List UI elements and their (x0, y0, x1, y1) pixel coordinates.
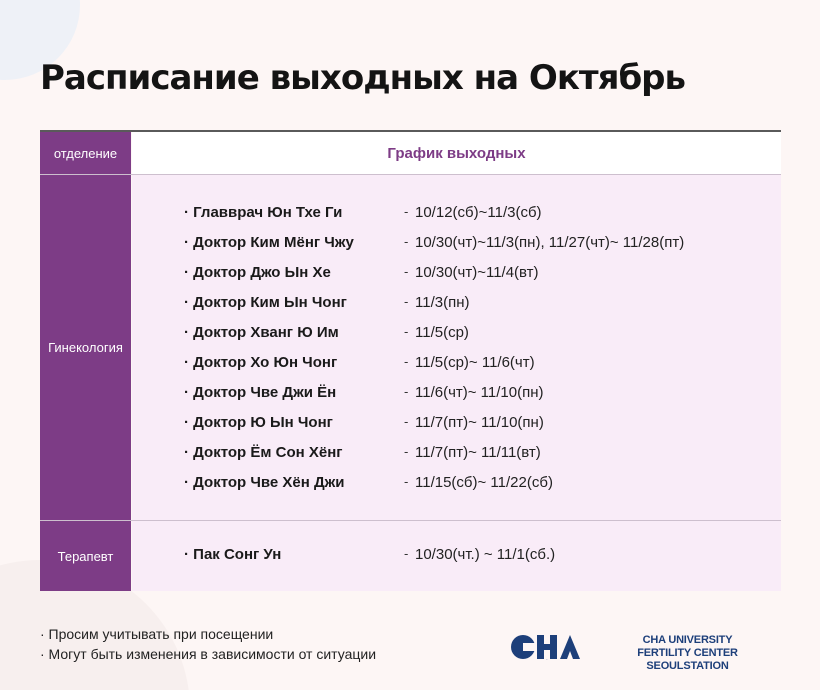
holiday-dates: 11/6(чт)~ 11/10(пн) (415, 384, 544, 401)
dash-separator: - (404, 204, 409, 219)
doctor-name: · Доктор Ким Ын Чонг (184, 294, 347, 311)
cha-logo (510, 633, 582, 661)
holiday-dates: 11/3(пн) (415, 294, 470, 311)
brand-line-center: FERTILITY CENTER SEOULSTATION (637, 647, 738, 672)
holiday-dates: 11/7(пт)~ 11/10(пн) (415, 414, 544, 431)
doctor-name: · Доктор Ю Ын Чонг (184, 414, 333, 431)
dash-separator: - (404, 414, 409, 429)
department-column-header: отделение (40, 132, 131, 174)
dash-separator: - (404, 474, 409, 489)
logo-text: CHA (546, 660, 549, 661)
brand-line-university: CHA UNIVERSITY (642, 634, 733, 646)
doctor-name: · Доктор Ким Мёнг Чжу (184, 234, 354, 251)
dash-separator: - (404, 264, 409, 279)
department-cell-therapist: Терапевт (40, 521, 131, 591)
dash-separator: - (404, 234, 409, 249)
dash-separator: - (404, 324, 409, 339)
doctor-name: · Доктор Хо Юн Чонг (184, 354, 338, 371)
footnote: · Могут быть изменения в зависимости от ситуации (40, 646, 377, 662)
page-title: Расписание выходных на Октябрь (40, 58, 686, 98)
doctor-name: · Доктор Чве Джи Ён (184, 384, 337, 401)
dash-separator: - (404, 354, 409, 369)
holiday-dates: 11/15(сб)~ 11/22(сб) (415, 474, 553, 491)
doctor-name: · Пак Сонг Ун (184, 546, 282, 563)
dash-separator: - (404, 294, 409, 309)
footnote: · Просим учитывать при посещении (40, 626, 274, 642)
doctor-name: · Доктор Джо Ын Хе (184, 264, 331, 281)
table-row-therapist (40, 521, 781, 591)
holiday-dates: 11/5(ср) (415, 324, 469, 341)
holiday-dates: 10/12(сб)~11/3(сб) (415, 204, 542, 221)
dash-separator: - (404, 546, 409, 561)
schedule-cell-gynecology (132, 175, 781, 520)
table-row-gynecology (40, 175, 781, 520)
doctor-name: · Доктор Хванг Ю Им (184, 324, 339, 341)
doctor-name: · Доктор Чве Хён Джи (184, 474, 345, 491)
dash-separator: - (404, 384, 409, 399)
schedule-table (40, 130, 781, 591)
department-cell-gynecology: Гинекология (40, 175, 131, 520)
doctor-name: · Главврач Юн Тхе Ги (184, 204, 343, 221)
holiday-dates: 10/30(чт)~11/3(пн), 11/27(чт)~ 11/28(пт) (415, 234, 685, 251)
table-header-row (40, 132, 781, 174)
schedule-column-header-cell (132, 132, 781, 174)
holiday-dates: 11/5(ср)~ 11/6(чт) (415, 354, 535, 371)
footnotes (40, 624, 376, 664)
dash-separator: - (404, 444, 409, 459)
holiday-dates: 10/30(чт.) ~ 11/1(сб.) (415, 546, 556, 563)
schedule-cell-therapist (132, 521, 781, 591)
doctor-name: · Доктор Ём Сон Хёнг (184, 444, 343, 461)
holiday-dates: 11/7(пт)~ 11/11(вт) (415, 444, 541, 461)
schedule-column-header: График выходных (387, 144, 526, 162)
brand-name (596, 634, 779, 673)
holiday-dates: 10/30(чт)~11/4(вт) (415, 264, 539, 281)
